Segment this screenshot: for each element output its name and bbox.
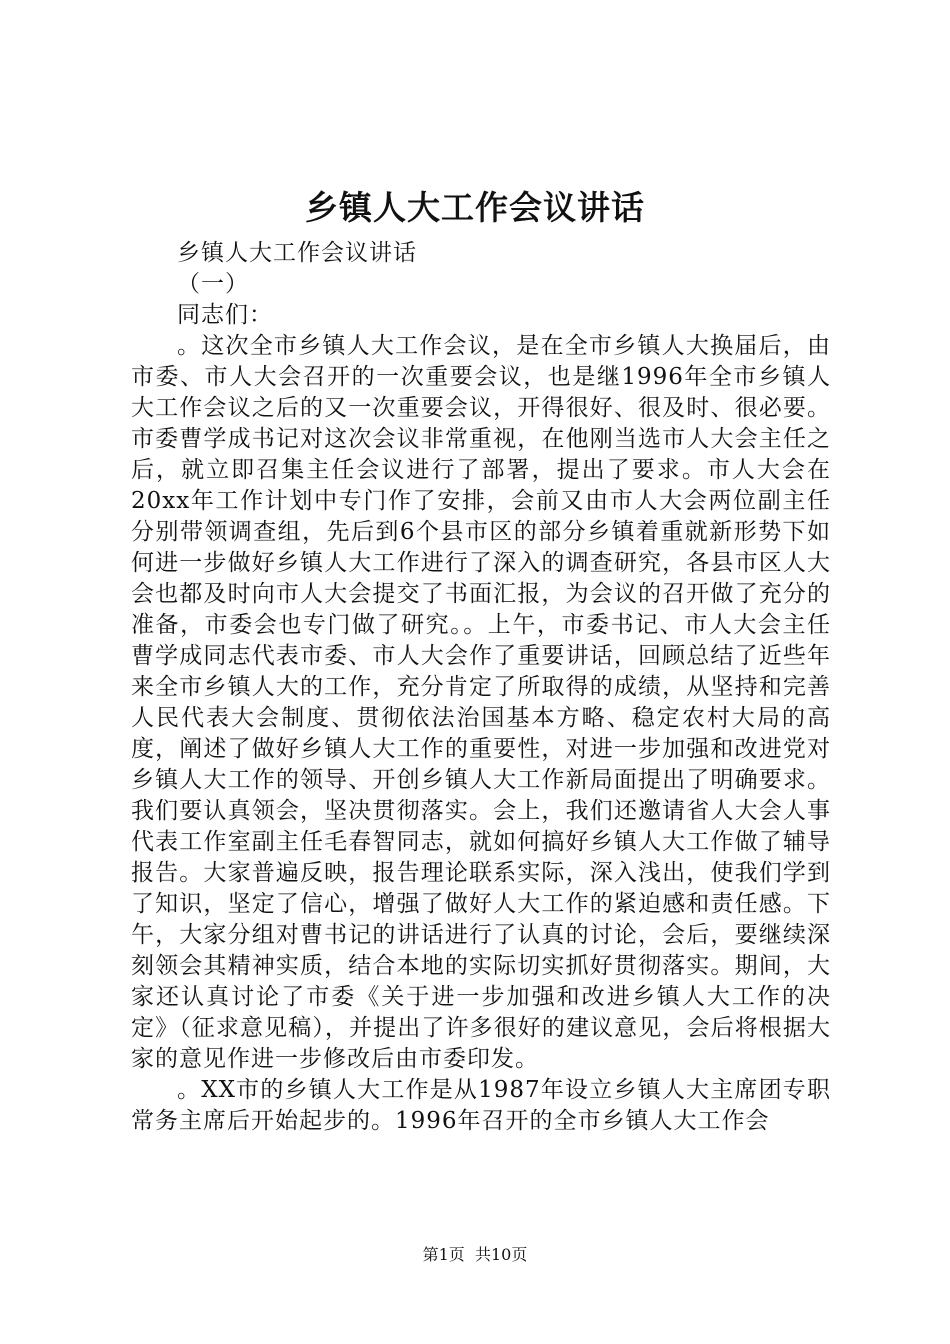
- page-number: 第1页: [422, 1245, 465, 1264]
- page-total: 共10页: [474, 1245, 528, 1264]
- subtitle-paragraph: 乡镇人大工作会议讲话: [177, 240, 417, 266]
- document-body: [131, 238, 831, 1137]
- body-paragraph-2: 。XX市的乡镇人大工作是从1987年设立乡镇人大主席团专职常务主席后开始起步的。1996年召开的全市乡镇人大工作会: [131, 1077, 831, 1134]
- document-title: 乡镇人大工作会议讲话: [305, 188, 645, 227]
- salutation-paragraph: 同志们：: [177, 302, 273, 328]
- section-number-paragraph: （一）: [177, 271, 249, 297]
- body-paragraph-1: 。这次全市乡镇人大工作会议，是在全市乡镇人大换届后，由市委、市人大会召开的一次重要会议，也是继1996年全市乡镇人大工作会议之后的又一次重要会议，开得很好、很及时、很必要。市委曹学成书记对这次会议非常重视，在他刚当选市人大会主任之后，就立即召集主任会议进行了部署，提出了要求。市人大会在20xx年工作计划中专门作了安排，会前又由市人大会两位副主任分别带领调查组，先后到6个县市区的部分乡镇着重就新形势下如何进一步做好乡镇人大工作进行了深入的调查研究，各县市区人大会也都及时向市人大会提交了书面汇报，为会议的召开做了充分的准备，市委会也专门做了研究。。上午，市委书记、市人大会主任曹学成同志代表市委、市人大会作了重要讲话，回顾总结了近些年来全市乡镇人大的工作，充分肯定了所取得的成绩，从坚持和完善人民代表大会制度、贯彻依法治国基本方略、稳定农村大局的高度，阐述了做好乡镇人大工作的重要性，对进一步加强和改进党对乡镇人大工作的领导、开创乡镇人大工作新局面提出了明确要求。我们要认真领会，坚决贯彻落实。会上，我们还邀请省人大会人事代表工作室副主任毛春智同志，就如何搞好乡镇人大工作做了辅导报告。大家普遍反映，报告理论联系实际，深入浅出，使我们学到了知识，坚定了信心，增强了做好人大工作的紧迫感和责任感。下午，大家分组对曹书记的讲话进行了认真的讨论，会后，要继续深刻领会其精神实质，结合本地的实际切实抓好贯彻落实。期间，大家还认真讨论了市委《关于进一步加强和改进乡镇人大工作的决定》（征求意见稿），并提出了许多很好的建议意见，会后将根据大家的意见作进一步修改后由市委印发。: [131, 333, 831, 1072]
- page-footer: [0, 1244, 950, 1266]
